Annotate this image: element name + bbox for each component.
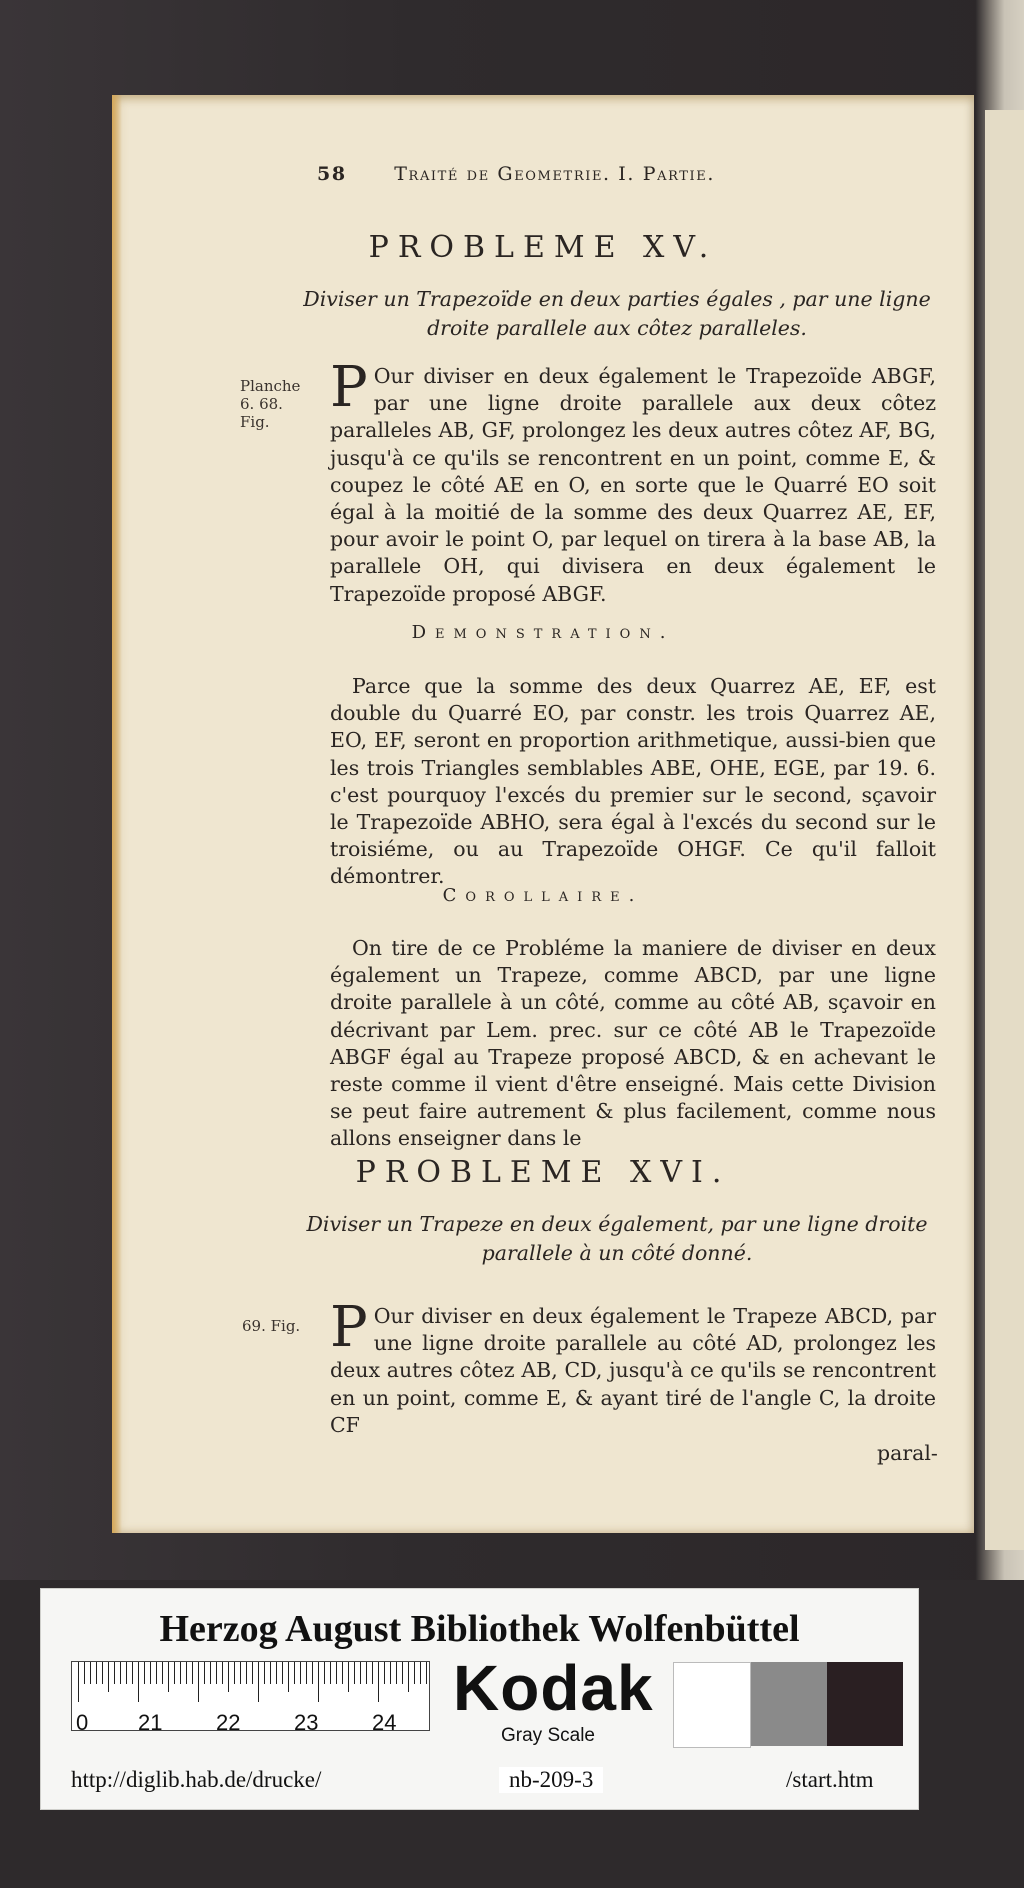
ruler-tick (312, 1662, 313, 1684)
running-title: Traité de Geometrie. I. Partie. (394, 163, 715, 185)
corollaire-text: On tire de ce Probléme la maniere de diviser en deux également un Trapeze, comme ABCD, par une ligne droite parallele à un côté, comme au côté AB, sçavoir en décrivant par Lem. prec. sur ce côté AB le Trapezoïde ABGF égal au Trapeze proposé ABCD, & en achevant le reste comme il vient d'être enseigné. Mais cette Division se peut faire autrement & plus facilement, comme nous allons enseigner dans le (330, 936, 936, 1151)
library-name: Herzog August Bibliothek Wolfenbüttel (159, 1608, 800, 1650)
ruler-tick (228, 1662, 229, 1692)
ruler-tick (114, 1662, 115, 1684)
ruler-tick (186, 1662, 187, 1684)
ruler-tick (162, 1662, 163, 1684)
ruler-tick (138, 1662, 139, 1702)
scale-ruler (71, 1661, 430, 1735)
problem-16-statement: Diviser un Trapeze en deux également, par une ligne droite parallele à un côté donné. (306, 1212, 928, 1265)
ruler-tick (174, 1662, 175, 1684)
demonstration-text: Parce que la somme des deux Quarrez AE, EF, est double du Quarré EO, par constr. les trois Quarrez AE, EO, EF, seront en proportion arithmetique, aussi-bien que les trois Triangles semblables ABE, OHE, EGE, par 19. 6. c'est pourquoy l'excés du premier sur le second, sçavoir le Trapezoïde ABHO, sera égal à l'excés du second sur le troisiéme, ou au Trapezoïde OHGF. Ce qu'il falloit démontrer. (330, 674, 936, 889)
ruler-tick (360, 1662, 361, 1684)
ruler-number: 21 (138, 1710, 163, 1735)
ruler-number: 23 (294, 1710, 319, 1735)
ruler-tick (306, 1662, 307, 1684)
ruler-tick (282, 1662, 283, 1684)
ruler-tick (216, 1662, 217, 1684)
swatch-dark (827, 1662, 903, 1746)
ruler-tick (90, 1662, 91, 1684)
facing-page-edge (985, 110, 1024, 1550)
ruler-tick (324, 1662, 325, 1684)
kodak-logo: Kodak (453, 1652, 654, 1724)
ruler-tick (210, 1662, 211, 1684)
library-color-card (40, 1588, 919, 1810)
ruler-tick (84, 1662, 85, 1684)
ruler-tick (378, 1662, 379, 1702)
catchword: paral- (877, 1441, 938, 1465)
ruler-tick (408, 1662, 409, 1692)
ruler-tick (168, 1662, 169, 1692)
ruler-tick (246, 1662, 247, 1684)
ruler-tick (336, 1662, 337, 1684)
ruler-tick (252, 1662, 253, 1684)
swatch-white (673, 1662, 751, 1748)
ruler-tick (150, 1662, 151, 1684)
ruler-tick (318, 1662, 319, 1702)
problem-15-paragraph: Our diviser en deux également le Trapezoïde ABGF, par une ligne droite parallele aux deux côtez paralleles AB, GF, prolongez les deux autres côtez AF, BG, jusqu'à ce qu'ils se rencontrent en un point, comme E, & coupez le côté AE en O, en sorte que le Quarré EO soit égal à la moitié de la somme des deux Quarrez AE, EF, pour avoir le point O, par lequel on tirera à la base AB, la parallele OH, qui divisera en deux également le Trapezoïde proposé ABGF. (330, 364, 936, 606)
ruler-number: 24 (372, 1710, 397, 1735)
ruler-tick (108, 1662, 109, 1692)
corollaire-heading: Corollaire. (442, 885, 644, 906)
ruler-tick (126, 1662, 127, 1684)
demonstration-heading: Demonstration. (411, 622, 675, 643)
ruler-tick (366, 1662, 367, 1684)
ruler-tick (132, 1662, 133, 1684)
ruler-tick (372, 1662, 373, 1684)
url-right: /start.htm (786, 1767, 874, 1792)
page-number: 58 (317, 163, 347, 185)
ruler-tick (288, 1662, 289, 1692)
ruler-tick (102, 1662, 103, 1684)
ruler-tick (354, 1662, 355, 1684)
ruler-tick (396, 1662, 397, 1684)
ruler-tick (78, 1662, 79, 1702)
ruler-tick (156, 1662, 157, 1684)
ruler-tick (264, 1662, 265, 1684)
problem-15-title: PROBLEME XV. (368, 230, 718, 265)
ruler-tick (270, 1662, 271, 1684)
ruler-tick (330, 1662, 331, 1684)
ruler-number: 0 (76, 1710, 89, 1735)
margin-note-figure: 69. Fig. (242, 1317, 301, 1335)
ruler-tick (240, 1662, 241, 1684)
ruler-tick (402, 1662, 403, 1684)
ruler-tick (426, 1662, 427, 1684)
ruler-tick (204, 1662, 205, 1684)
ruler-tick (120, 1662, 121, 1684)
ruler-tick (198, 1662, 199, 1702)
ruler-number: 22 (216, 1710, 241, 1735)
ruler-tick (258, 1662, 259, 1702)
margin-note-planche: Planche 6. 68. Fig. (240, 377, 301, 431)
ruler-tick (420, 1662, 421, 1684)
ruler-tick (300, 1662, 301, 1684)
ruler-tick (276, 1662, 277, 1684)
problem-16-title: PROBLEME XVI. (355, 1155, 731, 1190)
ruler-tick (384, 1662, 385, 1684)
ruler-tick (96, 1662, 97, 1684)
drop-cap: P (330, 355, 368, 420)
problem-15-statement: Diviser un Trapezoïde en deux parties égales , par une ligne droite parallele aux côtez paralleles. (303, 287, 931, 340)
ruler-tick (342, 1662, 343, 1684)
shelfmark: nb-209-3 (499, 1767, 603, 1793)
gray-scale-label: Gray Scale (501, 1725, 595, 1746)
ruler-tick (294, 1662, 295, 1684)
ruler-tick (390, 1662, 391, 1684)
problem-16-text (330, 1295, 936, 1439)
problem-15-text (330, 355, 936, 608)
ruler-tick (180, 1662, 181, 1684)
ruler-tick (222, 1662, 223, 1684)
swatch-gray (751, 1662, 827, 1746)
ruler-tick (414, 1662, 415, 1684)
ruler-tick (348, 1662, 349, 1692)
ruler-tick (234, 1662, 235, 1684)
url-left: http://diglib.hab.de/drucke/ (71, 1767, 322, 1792)
book-page (112, 95, 974, 1533)
ruler-tick (144, 1662, 145, 1684)
drop-cap: P (330, 1295, 368, 1360)
running-header (317, 163, 715, 185)
problem-16-paragraph: Our diviser en deux également le Trapeze ABCD, par une ligne droite parallele au côté AD, prolongez les deux autres côtez AB, CD, jusqu'à ce qu'ils se rencontrent en un point, comme E, & ayant tiré de l'angle C, la droite CF (330, 1304, 936, 1437)
ruler-tick (192, 1662, 193, 1684)
